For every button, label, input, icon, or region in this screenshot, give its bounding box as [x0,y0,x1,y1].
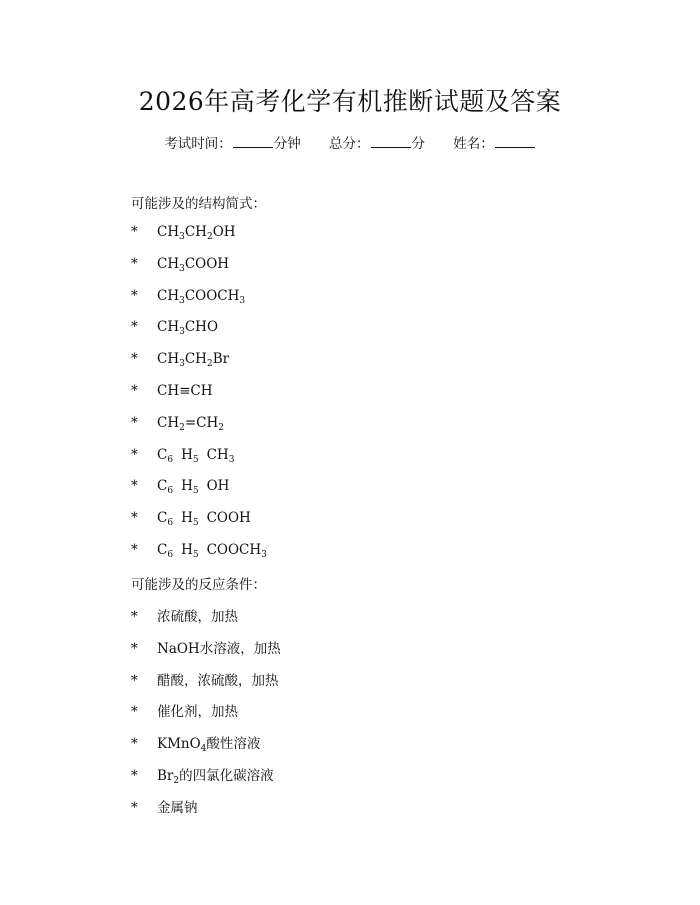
item-text: 醋酸，浓硫酸，加热 [157,673,279,689]
bullet-marker: * [131,768,138,784]
formulas-heading: 可能涉及的结构简式： [131,196,266,212]
condition-item [131,732,260,752]
item-text: 浓硫酸，加热 [157,609,238,625]
condition-item [131,605,238,625]
item-text: $C_6$ $H_5$ $CH_3$ [157,447,235,465]
formula-item [131,383,213,399]
exam-time-field [164,132,301,152]
item-text: $CH_3COOCH_3$ [157,288,246,306]
item-text: 催化剂，加热 [157,704,238,720]
bullet-marker: * [131,510,138,526]
item-text: CH≡CH [157,383,213,399]
item-text: $C_6$ $H_5$ OH [157,478,230,496]
item-text: 金属钠 [157,800,198,816]
condition-item [131,796,198,816]
bullet-marker: * [131,542,138,558]
bullet-marker: * [131,319,138,335]
page-title: 2026年高考化学有机推断试题及答案 [138,87,562,116]
bullet-marker: * [131,609,138,625]
bullet-marker: * [131,800,138,816]
bullet-marker: * [131,383,138,399]
bullet-marker: * [131,447,138,463]
bullet-marker: * [131,736,138,752]
bullet-marker: * [131,256,138,272]
item-text: $CH_3CHO$ [157,319,219,337]
formula-item [131,288,245,304]
exam-time-blank[interactable] [233,135,273,148]
item-text: $C_6$ $H_5$ COOH [157,510,251,528]
total-score-field [329,132,425,152]
total-score-label: 总分： [329,136,370,152]
formula-item [131,351,229,367]
total-score-blank[interactable] [371,135,411,148]
exam-meta [0,132,700,152]
item-text: $CH_3COOH$ [157,256,230,274]
condition-item [131,700,238,720]
item-text: $CH_3CH_2OH$ [157,224,236,242]
formula-item [131,415,224,431]
total-score-unit: 分 [411,136,425,152]
student-name-blank[interactable] [495,135,535,148]
condition-item [131,637,281,657]
formula-item [131,319,218,335]
bullet-marker: * [131,224,138,240]
bullet-marker: * [131,351,138,367]
condition-item [131,669,279,689]
exam-time-unit: 分钟 [273,136,301,152]
bullet-marker: * [131,641,138,657]
formula-item [131,478,229,494]
formula-item [131,542,267,558]
formula-item [131,447,234,463]
bullet-marker: * [131,288,138,304]
student-name-label: 姓名： [453,136,494,152]
formula-item [131,224,236,240]
conditions-heading: 可能涉及的反应条件： [131,577,266,593]
bullet-marker: * [131,415,138,431]
item-text: $CH_2=CH_2$ [157,415,224,433]
item-text: $Br_2$的四氯化碳溶液 [157,768,274,786]
item-text: $C_6$ $H_5$ $COOCH_3$ [157,542,267,560]
bullet-marker: * [131,478,138,494]
student-name-field [453,132,536,152]
item-text: $CH_3CH_2Br$ [157,351,230,369]
formula-item [131,256,229,272]
bullet-marker: * [131,673,138,689]
exam-time-label: 考试时间： [164,136,232,152]
condition-item [131,764,274,784]
item-text: NaOH水溶液，加热 [157,641,281,657]
formula-item [131,510,251,526]
item-text: KMnO$_4$酸性溶液 [157,736,261,754]
bullet-marker: * [131,704,138,720]
